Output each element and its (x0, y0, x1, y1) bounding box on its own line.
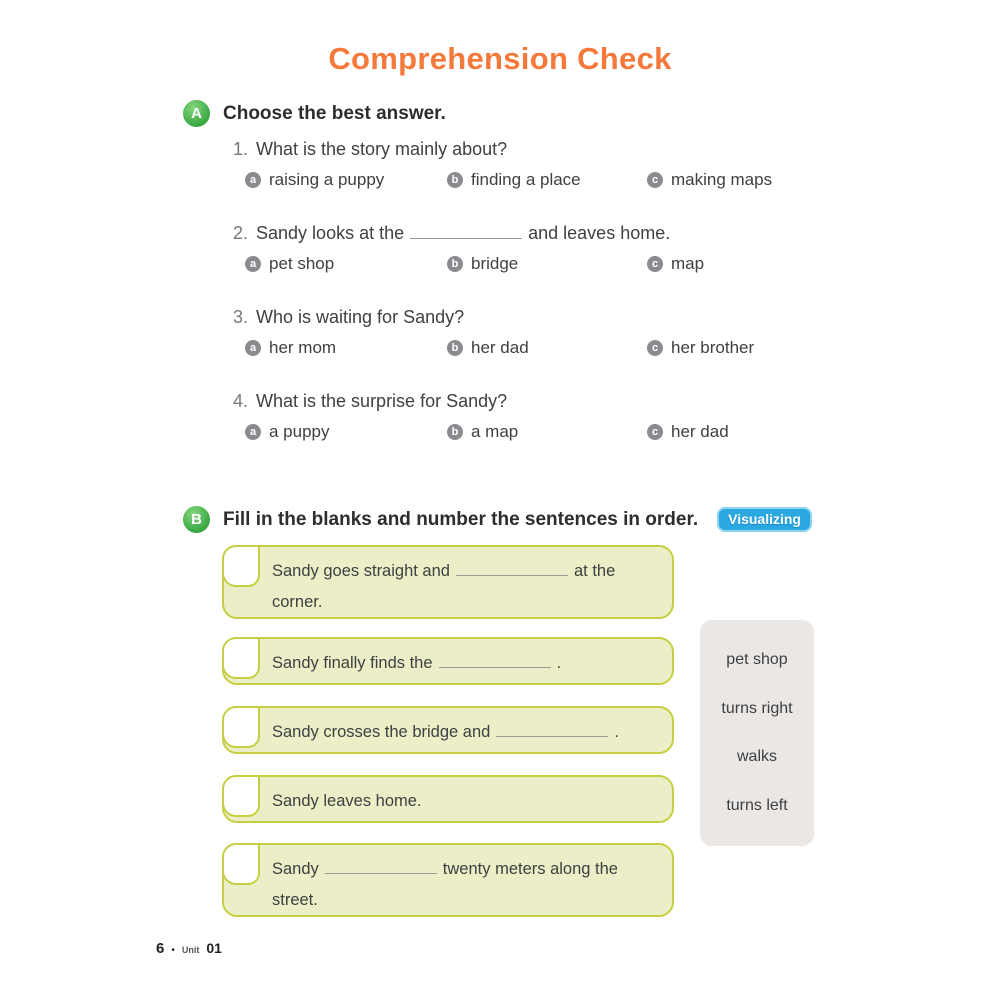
number-slot[interactable] (222, 637, 260, 679)
option-b-circle-icon[interactable]: b (447, 340, 463, 356)
page-number: 6 (156, 940, 165, 957)
question-number: 1. (233, 139, 249, 159)
question-1-options (0, 170, 1000, 194)
sentence-text (272, 717, 654, 748)
number-slot[interactable] (222, 843, 260, 885)
option-b[interactable] (447, 338, 529, 358)
option-c[interactable] (647, 170, 772, 190)
question-3 (0, 307, 1000, 377)
answer-blank[interactable] (325, 858, 437, 874)
option-a-label: her mom (269, 338, 337, 357)
option-a-circle-icon[interactable]: a (245, 172, 261, 188)
sentence-post: at the corner. (272, 562, 616, 611)
sentence-box-3 (222, 706, 674, 754)
sentence-post: . (556, 654, 562, 672)
option-b-label: her dad (471, 338, 529, 357)
option-c-circle-icon[interactable]: c (647, 172, 663, 188)
section-a-marker: A (183, 100, 210, 127)
question-2-options (0, 254, 1000, 278)
option-c[interactable] (647, 254, 704, 274)
sentence-pre: Sandy leaves home. (272, 792, 422, 810)
question-text: What is the story mainly about? (256, 139, 508, 159)
option-c-circle-icon[interactable]: c (647, 424, 663, 440)
option-c-label: her brother (671, 338, 755, 357)
sentence-pre: Sandy (272, 860, 319, 878)
option-c-circle-icon[interactable]: c (647, 340, 663, 356)
sentence-text (272, 854, 654, 916)
option-b-label: a map (471, 422, 519, 441)
option-c-circle-icon[interactable]: c (647, 256, 663, 272)
sentence-pre: Sandy finally finds the (272, 654, 433, 672)
question-number: 4. (233, 391, 249, 411)
option-a-circle-icon[interactable]: a (245, 424, 261, 440)
sentence-text (272, 786, 654, 817)
bullet-icon: • (171, 945, 175, 956)
answer-blank[interactable] (410, 223, 522, 239)
option-b[interactable] (447, 254, 518, 274)
option-a[interactable] (245, 170, 384, 190)
question-text: Who is waiting for Sandy? (256, 307, 465, 327)
question-2 (0, 223, 1000, 293)
option-c-label: making maps (671, 170, 773, 189)
answer-blank[interactable] (439, 652, 551, 668)
answer-blank[interactable] (456, 560, 568, 576)
sentence-box-4 (222, 775, 674, 823)
answer-blank[interactable] (496, 721, 608, 737)
option-a-circle-icon[interactable]: a (245, 340, 261, 356)
option-b-circle-icon[interactable]: b (447, 256, 463, 272)
word-bank-item[interactable]: turns right (721, 699, 793, 717)
option-a-label: raising a puppy (269, 170, 385, 189)
sentence-box-5 (222, 843, 674, 917)
question-number: 3. (233, 307, 249, 327)
option-a[interactable] (245, 422, 330, 442)
question-text-post: and leaves home. (528, 223, 671, 243)
section-a-heading: Choose the best answer. (223, 102, 446, 124)
option-c[interactable] (647, 338, 754, 358)
page-footer (156, 940, 222, 957)
page-title: Comprehension Check (328, 41, 672, 76)
option-c-label: map (671, 254, 705, 273)
option-b-label: bridge (471, 254, 519, 273)
question-number: 2. (233, 223, 249, 243)
question-4 (0, 391, 1000, 461)
unit-number: 01 (206, 940, 222, 956)
question-text: What is the surprise for Sandy? (256, 391, 508, 411)
option-c[interactable] (647, 422, 729, 442)
number-slot[interactable] (222, 545, 260, 587)
option-a[interactable] (245, 254, 334, 274)
sentence-box-2 (222, 637, 674, 685)
question-text-pre: Sandy looks at the (256, 223, 405, 243)
section-b-header (183, 506, 812, 533)
question-4-options (0, 422, 1000, 446)
sentence-text (272, 556, 654, 618)
word-bank-item[interactable]: walks (736, 748, 777, 766)
sentence-pre: Sandy crosses the bridge and (272, 723, 491, 741)
option-a[interactable] (245, 338, 336, 358)
option-b-circle-icon[interactable]: b (447, 172, 463, 188)
question-3-options (0, 338, 1000, 362)
sentence-box-1 (222, 545, 674, 619)
question-4-text (233, 391, 507, 412)
option-b[interactable] (447, 422, 518, 442)
question-3-text (233, 307, 464, 328)
option-c-label: her dad (671, 422, 729, 441)
number-slot[interactable] (222, 775, 260, 817)
option-a-circle-icon[interactable]: a (245, 256, 261, 272)
option-a-label: pet shop (269, 254, 335, 273)
section-a-header (183, 100, 446, 127)
word-bank-item[interactable]: turns left (726, 797, 788, 815)
option-b-label: finding a place (471, 170, 581, 189)
unit-label: Unit (181, 945, 200, 955)
question-1 (0, 139, 1000, 209)
word-bank (700, 620, 814, 846)
question-1-text (233, 139, 507, 160)
sentence-pre: Sandy goes straight and (272, 562, 450, 580)
word-bank-item[interactable]: pet shop (726, 650, 788, 668)
section-b-marker: B (183, 506, 210, 533)
question-2-text (233, 223, 670, 244)
section-b-heading: Fill in the blanks and number the sentences in order. (223, 508, 699, 530)
option-b-circle-icon[interactable]: b (447, 424, 463, 440)
sentence-post: . (614, 723, 619, 741)
option-b[interactable] (447, 170, 581, 190)
option-a-label: a puppy (269, 422, 330, 441)
sentence-post: twenty meters along the street. (272, 860, 618, 909)
visualizing-badge: Visualizing (717, 507, 812, 532)
sentence-text (272, 648, 654, 679)
number-slot[interactable] (222, 706, 260, 748)
